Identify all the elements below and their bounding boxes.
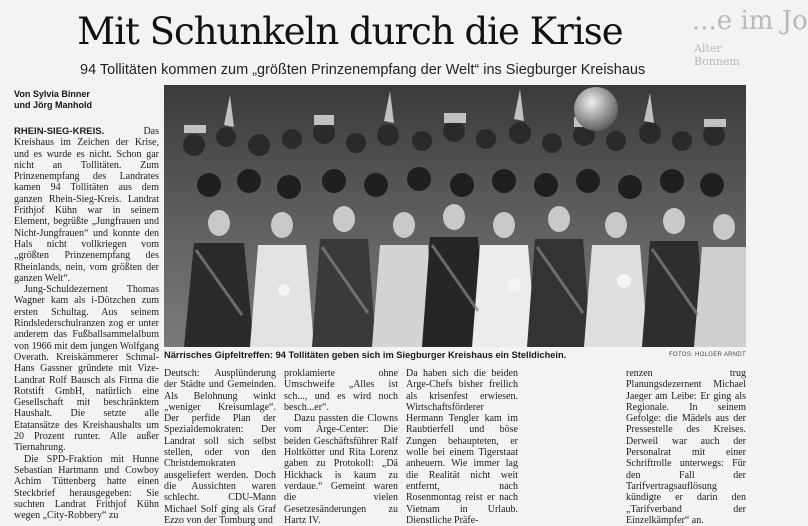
bleed-text: ...e im Jo	[692, 6, 808, 36]
article-column-3	[284, 368, 398, 526]
column-3-paragraph-2: Dazu passten die Clowns vom Arge-Center: Die beiden Geschäftsführer Ralf Holtkötter und Rita Lorenz gaben zu Protokoll: „Dä Hickhack is kaum zu verdaue.“ Gemeint waren die vielen Gesetzesänderungen zu Hartz IV.	[284, 413, 398, 526]
byline-line-1: Von Sylvia Binner	[14, 89, 90, 99]
byline-line-2: und Jörg Manhold	[14, 100, 92, 110]
article-column-1	[14, 126, 159, 521]
article-headline: Mit Schunkeln durch die Krise	[77, 10, 623, 53]
byline	[14, 89, 164, 111]
column-3-paragraph-1: proklamierte ohne Umschweife „Alles ist sch..., und es wird noch besch...er“.	[284, 368, 398, 413]
article-subheadline: 94 Tollitäten kommen zum „größten Prinzenempfang der Welt“ ins Siegburger Kreishaus	[80, 62, 646, 78]
article-column-5	[626, 368, 746, 526]
column-2-paragraph-1: Deutsch: Ausplünderung der Städte und Gemeinden. Als Belohnung winkt „weniger Kreisumlage“. Der perfide Plan der Spezialdemokraten: Der Landrat soll sich selbst stellen, oder von den Christdemokraten ausgeliefert werden. Doch die Aussichten waren schlecht. CDU-Mann Michael Solf ging als Graf Ezzo von der Tomburg und	[164, 368, 276, 526]
column-1-paragraph-2: Jung-Schuldezernent Thomas Wagner kam als i-Dötzchen zum ersten Schultag. Aus seinem Rindslederschulranzen zog er unter anderem das Fußballsammelalbum von 1966 mit dem jungen Wolfgang Overath. Kreiskämmerer Schmal-Hans Gassner gründete mit Vize-Landrat Rolf Bausch als Firma die Rotstift GmbH, natürlich eine Gesellschaft mit beschränktem Haushalt. Die setzte alle Etatansätze des Kreishaushalts um 20 Prozent runter. Alle außer Tiernahrung.	[14, 284, 159, 454]
column-1-paragraph-1: RHEIN-SIEG-KREIS. Das Kreishaus im Zeichen der Krise, und es wurde es nicht. Schon gar nicht an Tollitäten. Zum Prinzenempfang des Landrates kamen 94 Tollitäten aus dem ganzen Rhein-Sieg-Kreis. Landrat Frithjof Kühn war in seinem Element, begrüßte „Jungfrauen und Nicht-Jungfrauen“ und konnte den Hals nicht vollkriegen vom „größten Prinzenempfang des Rheinlands, nein, vom größten der ganzen Welt“.	[14, 126, 159, 284]
photo-credit: FOTOS: HOLGER ARNDT	[669, 352, 746, 358]
dateline: RHEIN-SIEG-KREIS.	[14, 126, 105, 137]
article-column-4	[406, 368, 518, 526]
column-1-paragraph-3: Die SPD-Fraktion mit Hunne Sebastian Hartmann und Cowboy Achim Tüttenberg hatte einen Steckbrief herausgegeben: Sie suchten Landrat Frithjof Kühn wegen „City-Robbery“ zu	[14, 453, 159, 522]
photo-caption: Närrisches Gipfeltreffen: 94 Tollitäten geben sich im Siegburger Kreishaus ein Stelldichein.	[164, 350, 567, 360]
column-5-paragraph-1: renzen trug Planungsdezernent Michael Jaeger am Leibe: Er ging als Regionale. In seinem Gefolge: die Mädels aus der Pressestelle des Kreises. Derweil war auch der Personalrat mit einer Schriftrolle unterwegs: Für den Fall der Tarifvertragsauflösung kündigte er darin den „Tarifverband der Einzelkämpfer“ an.	[626, 368, 746, 526]
article-column-2	[164, 368, 276, 526]
carnival-group-photo	[164, 85, 746, 347]
bleed-small-text: Alter Bonnem	[694, 42, 740, 68]
column-4-paragraph-1: Da haben sich die beiden Arge-Chefs bisher freilich als krisenfest erwiesen. Wirtschaftsförderer Hermann Tengler kam im Raubtierfell und böse Zungen behaupteten, er wolle bei einem Tigerstaat anheuern. Wie immer lag die Realität nicht weit entfernt, nach Rosenmontag reist er nach Vietnam in Urlaub. Dienstliche Präfe-	[406, 368, 518, 526]
adjacent-page-bleed	[690, 0, 808, 75]
